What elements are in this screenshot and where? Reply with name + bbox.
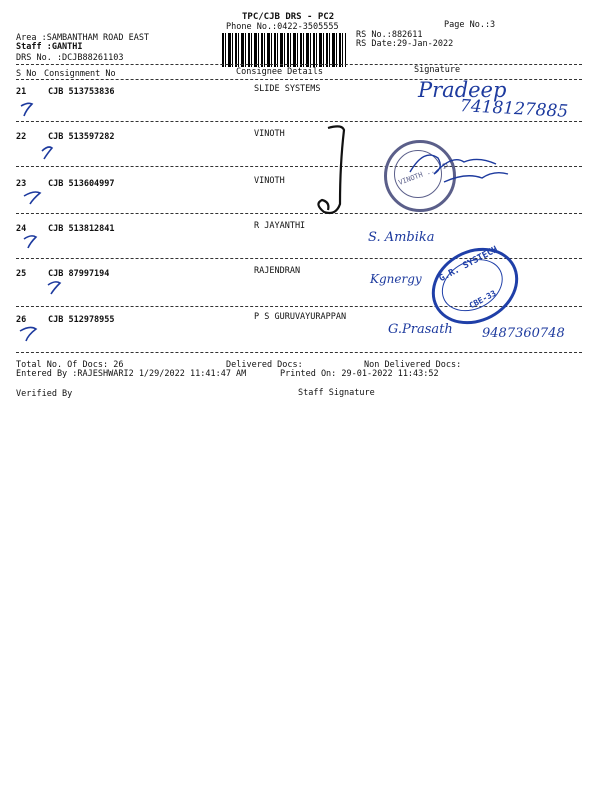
handwritten-name: S. Ambika [368, 230, 435, 245]
row-serial: 26 [16, 315, 27, 325]
row-divider [16, 213, 582, 214]
drs-number: DRS No. :DCJB88261103 [16, 53, 124, 63]
stamp-subtext: CBE-33 [467, 288, 498, 311]
tick-mark-icon [18, 102, 38, 118]
row-serial: 22 [16, 132, 27, 142]
verified-by-label: Verified By [16, 389, 73, 399]
column-header-consignment: Consignment No [44, 69, 116, 79]
column-header-consignee: Consignee Details [236, 67, 323, 77]
stamp-text: G.R. SYSTECH [437, 244, 500, 285]
staff-field: Staff :GANTHI [16, 42, 83, 52]
tick-mark-icon [46, 280, 66, 296]
tick-mark-icon [22, 234, 42, 250]
row-consignee-name: VINOTH [254, 129, 285, 139]
column-header-sno: S No [16, 69, 37, 79]
row-consignment-number: CJB 513812841 [48, 224, 115, 234]
phone-number: Phone No.:0422-3505555 [226, 22, 339, 32]
non-delivered-docs: Non Delivered Docs: [364, 360, 462, 370]
tick-mark-icon [22, 190, 46, 206]
barcode-image [222, 33, 346, 67]
row-consignee-name: SLIDE SYSTEMS [254, 84, 321, 94]
row-consignee-name: P S GURUVAYURAPPAN [254, 312, 347, 322]
row-serial: 21 [16, 87, 27, 97]
row-consignee-name: R JAYANTHI [254, 221, 306, 231]
handwritten-bracket-mark [300, 124, 360, 219]
handwritten-name: G.Prasath [388, 322, 453, 337]
delivered-docs: Delivered Docs: [226, 360, 303, 370]
tick-mark-icon [40, 145, 60, 161]
row-consignment-number: CJB 513604997 [48, 179, 115, 189]
row-consignment-number: CJB 513597282 [48, 132, 115, 142]
document-title: TPC/CJB DRS - PC2 [242, 12, 335, 22]
handwritten-signature [404, 142, 514, 194]
row-consignee-name: RAJENDRAN [254, 266, 301, 276]
printed-on: Printed On: 29-01-2022 11:43:52 [280, 369, 439, 379]
row-serial: 24 [16, 224, 27, 234]
stamp-text: VINOTH ... ICS [397, 159, 456, 187]
entered-by: Entered By :RAJESHWARI2 1/29/2022 11:41:47 AM [16, 369, 247, 379]
column-header-signature: Signature [414, 65, 461, 75]
row-divider [16, 121, 582, 122]
rs-date: RS Date:29-Jan-2022 [356, 39, 454, 49]
row-serial: 25 [16, 269, 27, 279]
rs-number: RS No.:882611 [356, 30, 423, 40]
staff-signature-label: Staff Signature [298, 388, 375, 398]
tick-mark-icon [18, 325, 42, 343]
row-consignment-number: CJB 87997194 [48, 269, 110, 279]
row-divider [16, 352, 582, 353]
header-divider-top [16, 64, 582, 65]
row-serial: 23 [16, 179, 27, 189]
handwritten-name: Pradeep [418, 78, 507, 102]
row-consignment-number: CJB 513753836 [48, 87, 115, 97]
total-docs: Total No. Of Docs: 26 [16, 360, 124, 370]
area-field: Area :SAMBANTHAM ROAD EAST [16, 33, 150, 43]
handwritten-phone: 7418127885 [459, 96, 569, 122]
page-number: Page No.:3 [444, 20, 496, 30]
row-consignment-number: CJB 512978955 [48, 315, 115, 325]
handwritten-name: Kgnergy [370, 272, 422, 286]
row-consignee-name: VINOTH [254, 176, 285, 186]
handwritten-phone: 9487360748 [482, 326, 565, 341]
